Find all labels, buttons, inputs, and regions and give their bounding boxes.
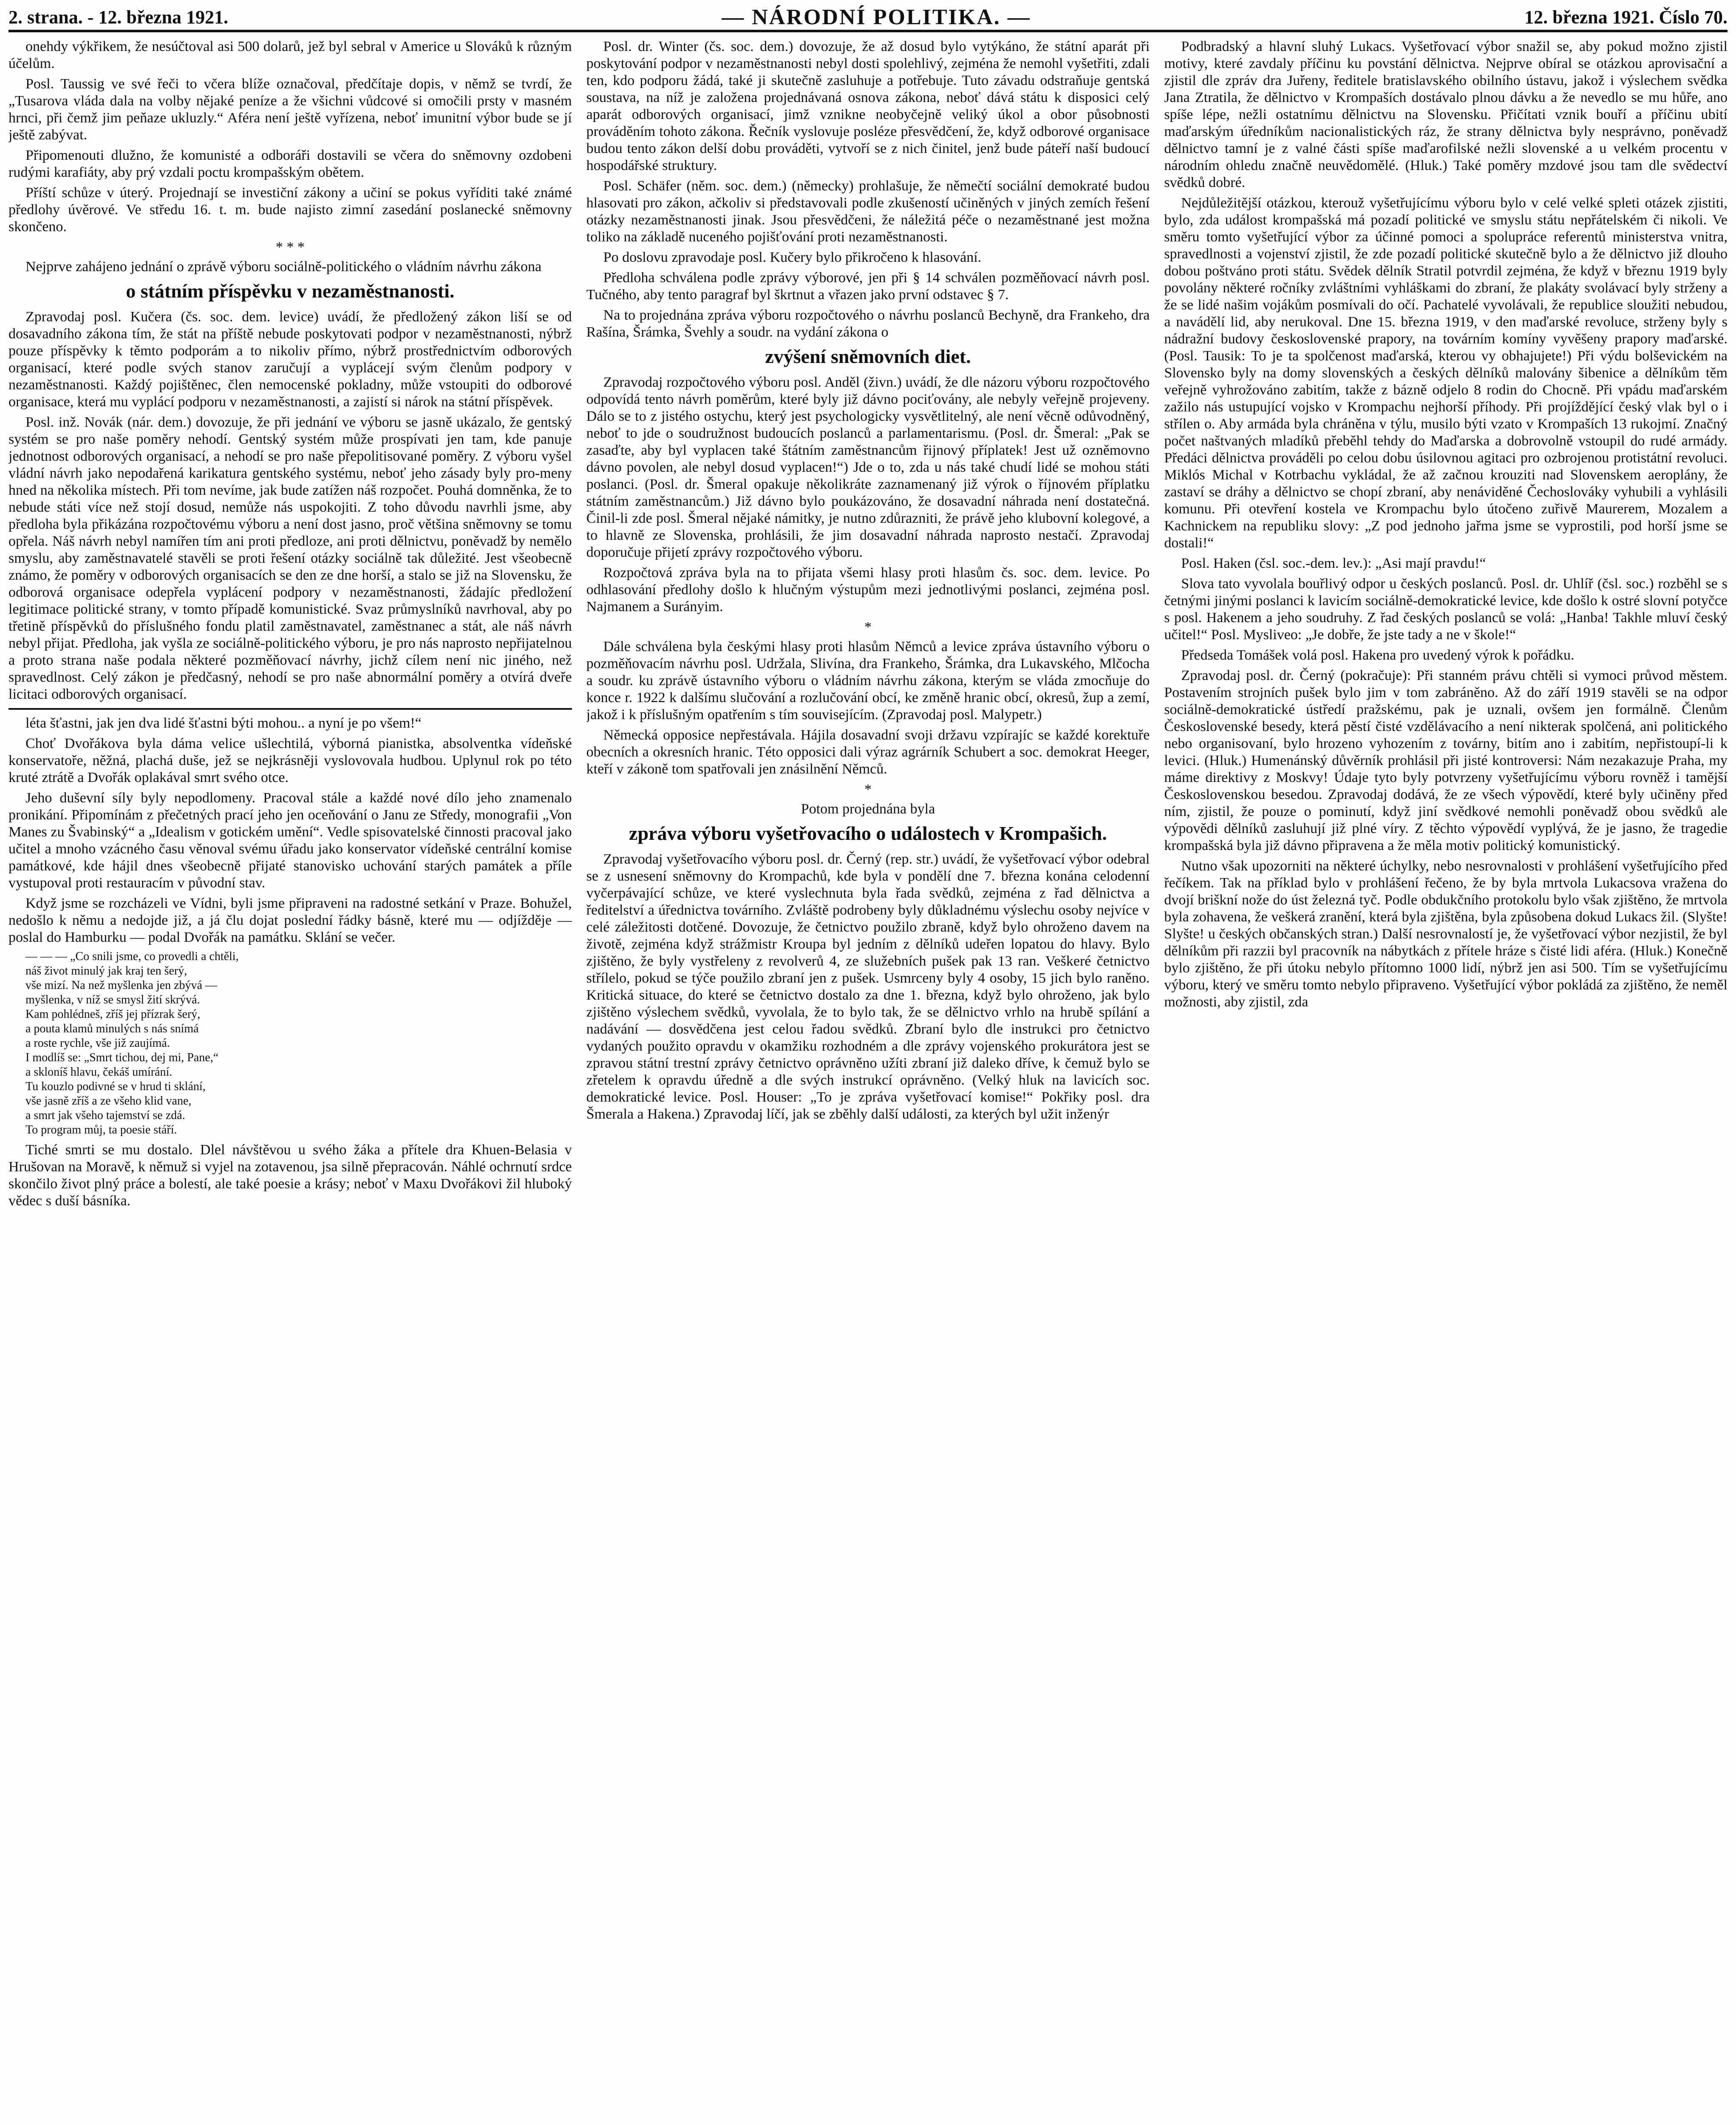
paragraph: Zpravodaj posl. dr. Černý (pokračuje): Při stanném právu chtěli si vymoci průvod městem. Postavením strojních pušek bylo jim v tom zabráněno. Až do září 1919 stavěli se na odpor sociálně-demokratické ústředí pražskému, pak je uznali, ovšem jen formálně. Členům Československé besedy, která pěstí čisté vzdělávacího a není nikterak spolčená, ani politického nebo organisovaní, bylo hrozeno vyhozením z továrny, bitím ano i zabitím, nepřistoupí-li k levici. (Hluk.) Humenánský důvěrník prohlásil při jisté kontroversi: Nám nezakazuje Praha, my máme direktivy z Moskvy! Údaje tyto byly potvrzeny vyšetřujícímu výboru rovněž i tamější Československou besedou. Zpravodaj dodává, že ze všech výpovědí, které byly učiněny před ním, zjistil, že pouze o pominutí, když jiní svědkové nemohli poněvadž obou svědků ale výpovědi dělníků zasluhují již plné víry. Z těchto výpovědí vyplývá, že je jasno, že tragedie krompašská byla již dávno připravena a že měla motiv politický komunistický. bbox=[1164, 668, 1728, 853]
header-page-date: 2. strana. ‑ 12. března 1921. bbox=[8, 6, 228, 28]
paragraph: onehdy výkřikem, že nesúčtoval asi 500 dolarů, jež byl sebral v Americe u Slováků k různým účelům. bbox=[8, 39, 572, 71]
paragraph: Posl. Taussig ve své řeči to včera blíže označoval, předčítaje dopis, v němž se tvrdí, že „Tusarova vláda dala na volby nějaké peníze a že všichni vůdcové si omočili prsty v masném hrnci, při čemž jim peňaze ukluzly.“ Aféra není ještě vyřízena, neboť imunitní výbor bude se jí ještě zabývat. bbox=[8, 76, 572, 143]
header-issue-number: 12. března 1921. Číslo 70. bbox=[1524, 6, 1728, 28]
page-header bbox=[8, 4, 1728, 32]
paragraph: Připomenouti dlužno, že komunisté a odboráři dostavili se včera do sněmovny ozdobeni rudými karafiáty, aby prý vzdali poctu krompašským obětem. bbox=[8, 147, 572, 180]
paragraph: Předseda Tomášek volá posl. Hakena pro uvedený výrok k pořádku. bbox=[1181, 647, 1575, 663]
paragraph: Choť Dvořákova byla dáma velice ušlechtilá, výborná pianistka, absolventka vídeňské konservatoře, něžná, plachá duše, jež se nejkrásněji vyslovovala hudbou. Uplynul rok po této kruté ztrátě a Dvořák oplakával smrt svého otce. bbox=[8, 736, 572, 785]
paragraph: Nejdůležitější otázkou, kterouž vyšetřujícímu výboru bylo v celé velké spleti otázek zjistiti, bylo, zda událost krompašská má pozadí politické ve smyslu státu nepřátelském či nikoli. Ve směru tomto vyšetřující výbor za účinné pomoci a spolupráce referentů ministerstva vnitra, spravedlnosti a vojenství zjistil, že zde pozadí politické skutečně bylo a že dělnictvo již dlouho dobou poštváno proti státu. Svědek dělník Stratil potvrdil zejména, že když v březnu 1919 byly povolány některé ročníky zvláštními vyhláškami do zbraní, že plakáty svolávací byly strženy a že se lidé našim vojákům posmívali do očí. Pachatelé vyvolávali, že republice sloužiti nebudou, a navádělí lid, aby nerukoval. Dne 15. března 1919, v den maďarské revoluce, strženy byly s nádražní budovy československé prapory, na továrním komíny vyvěšeny prapory maďarské. (Posl. Tausik: To je ta spolčenost maďarská, kterou vy obhajujete!) Při výdu bolševickém na Slovensko byly na domy slovenských a českých dělníků malovány šibenice a dělníkům těm veřejně vyhrožováno zabitím, takže z bázně odjelo 8 rodin do Chocně. Při vpádu maďarském zažilo nás ustupující vojsko v Krompachu nejhorší příhody. Při projíždějící český vlak byl o i střílen o. Aby armáda byla chráněna v týlu, musilo býti vzato v Krompaších 13 rukojmí. Značný počet naštvaných mladíků přeběhl tehdy do Maďarska a dobrovolně vstoupil do rudé armády. Předáci dělnictva prováděli po celou dobu úsilovnou agitaci pro ozbrojenou protistátní revoluci. Miklós Michal v Kotrbachu vykládal, že až začnou krouziti nad Slovenskem aeroplány, že zastaví se dráhy a dělnictvo se chopí zbraní, aby nenáviděné Čechoslováky vyhubili a vyhlásili komunu. Při otevření kostela ve Krompachu bylo útočeno zuřivě Maurerem, Mozalem a Kachnickem na republiku slovy: „Z pod jednoho jařma jsme se vyprostili, pod horší jsme se dostali!“ bbox=[1164, 195, 1728, 551]
paragraph: Posl. dr. Winter (čs. soc. dem.) dovozuje, že až dosud bylo vytýkáno, že státní aparát při poskytování podpor v nezaměstnanosti nebyl dosti spolehlivý, zejména že nemohl vyšetřiti, zdali ten, kdo podporu žádá, také ji skutečně zasluhuje a potřebuje. Tuto závadu odstraňuje gentská soustava, na níž je založena projednávaná osnova zákona, neboť dává státu k disposici celý aparát odborových organisací, jimž vznikne neobyčejně veliký úkol a obor působnosti prováděním tohoto zákona. Řečník vyslovuje posléze přesvědčení, že, když odborové organisace budou tento zákon delší dobu prováděti, vytvoří se z nich činitel, jenž bude páteří naší budoucí hospodářské struktury. bbox=[586, 39, 1150, 173]
paragraph: Nutno však upozorniti na některé úchylky, nebo nesrovnalosti v prohlášení vyšetřujícího před řečíkem. Tak na příklad bylo v prohlášení řečeno, že by byla mrtvola Lukacsova vražena do dvojí briškní nože do úst železná tyč. Podle obdukčního protokolu bylo však zjištěno, že mrtvola byla zohavena, že veškerá zranění, která byla zjištěna, byla způsobena dokud Lukacs žil. (Slyšte! Slyšte! u českých občanských stran.) Další nesrovnalostí je, že vyšetřovací výbor nezjistil, že byl dělníkům při razzii byl pracovník na nábytkách z přítele hráze s čisté lidi aféra. (Hluk.) Konečně bylo zjištěno, že při útoku nebylo přítomno 1000 lidí, nýbrž jen asi 500. Tím se vyšetřujícímu výboru, který ve směru tomto nebylo připraveno. Vyšetřující výbor pokládá za zjištěno, že neměl možnosti, aby zjistil, zda bbox=[1164, 858, 1728, 1010]
paragraph: Německá opposice nepřestávala. Hájila dosavadní svoji državu vzpírajíc se každé korektuře obecních a okresních hranic. Této opposici dali výraz agrárník Schubert a soc. demokrat Heeger, kteří v zákoně tom spatřovali jen znásilnění Němců. bbox=[586, 727, 1150, 777]
divider bbox=[8, 708, 572, 710]
paragraph: Předloha schválena podle zprávy výborové, jen při § 14 schválen pozměňovací návrh posl. Tučného, aby tento paragraf byl škrtnut a vřazen jako první odstavec § 7. bbox=[586, 270, 1150, 303]
paragraph: Zpravodaj vyšetřovacího výboru posl. dr. Černý (rep. str.) uvádí, že vyšetřovací výbor odebral se z usnesení sněmovny do Krompachů, kde byla v pondělí dne 7. března konána celodenní vyčerpávající schůze, ve které vyslechnuta byla řada svědků, zejména z řad dělnictva a ředitelství a úřednictva továrního. Zvláště podrobeny byly důkladnému výslechu osoby nejvíce v celé záležitosti dotčené. Dovozuje, že četnictvo použilo zbraně, když bylo ohroženo davem na životě, zejména když strážmistr Kroupa byl jedním z dělníků udeřen lopatou do hlavy. Bylo zjištěno, že byly vystřeleny z revolverů 4, ze služebních pušek pak 13 ran. Veškeré četnictvo střílelo, pokud se týče použilo zbraní jen z pušek. Usmrceny byly 4 osoby, 15 jich bylo raněno. Kritická situace, do které se četnictvo dostalo za dne 1. března, když bylo ohroženo, jak bylo zjištěno výslechem svědků, vyvolala, že to bylo tak, že se dělnictvo vrhlo na hrubě spílání a nadávání — dosvědčena jest celou řadou svědků. Zbraní bylo dle instrukci pro četnictvo vydaných použito opravdu v okamžiku rozhodném a dle zprávy vojenského prokurátora jest se zpravou státní trestní zprávy četnictvo oprávněno užíti zbraní již daleko dříve, k čemuž bylo se zřetelem k opravdu úředně a dle svých instrukcí oprávněno. (Velký hluk na lavicích soc. demokratické levice. Posl. Houser: „To je zpráva vyšetřovací komise!“ Pokřiky posl. dra Šmerala a Hakena.) Zpravodaj líčí, jak se zběhly další události, za kterých byl užit inženýr bbox=[586, 851, 1150, 1122]
paragraph: Posl. Haken (čsl. soc.-dem. lev.): „Asi mají pravdu!“ bbox=[1181, 555, 1486, 571]
paragraph: Zpravodaj rozpočtového výboru posl. Anděl (živn.) uvádí, že dle názoru výboru rozpočtového odpovídá tento návrh poměrům, které byly již dávno pociťovány, ale nebyly veřejně projeveny. Dálo se to z jistého ostychu, který jest psychologicky vysvětlitelný, ale není věcně odůvodněný, neboť to jde o soudružnost budoucích poslanců a parlamentarismu. (Posl. dr. Šmeral: „Pak se zasaďte, aby byl vyplacen také štátním zaměstnancům řijnový příplatek! Jest už ozněmovno dávno povolen, ale nebyl dosud vyplacen!“) Jde o to, zda u nás také chudí lidé se mohou státi poslanci. (Posl. dr. Šmeral opakuje několikráte zaznamenaný již výrok o říjnovém příplatku státním zaměstnancům.) Již dávno bylo poukázováno, že dosavadní náhrada není dostatečná. Činil-li zde posl. Šmeral nějaké námitky, je nutno zdůrazniti, že právě jeho klubovní kolegové, a to hlavně ze Slovenska, prohlásili, že jim dosavadní náhrada naprosto nestačí. Zpravodaj doporučuje přijetí zprávy rozpočtového výboru. bbox=[586, 374, 1150, 560]
section-separator: * bbox=[864, 619, 872, 635]
paragraph: Jeho duševní síly byly nepodlomeny. Pracoval stále a každé nové dílo jeho znamenalo pronikání. Připomínám z přečetných prací jeho jen oceňování o Janu ze Středy, monografii „Von Manes zu Švabinský“ a „Idealism v gotickém umění“. Vedle spisovatelské činnosti pracoval jako učitel a mnoho vzácného času věnoval svému úřadu jako konservator vídeňské centrální komise památkové, kde hájil dnes všeobecně přijaté stanovisko uchování starých památek a příle vystupoval proti restauracím v původní stav. bbox=[8, 790, 572, 891]
section-separator: * * * bbox=[275, 239, 305, 255]
masthead-title: — NÁRODNÍ POLITIKA. — bbox=[722, 5, 1031, 29]
column-3 bbox=[1164, 38, 1728, 2125]
column-2 bbox=[586, 38, 1150, 2125]
poem: — — — „Co snili jsme, co provedli a chtěli, náš život minulý jak kraj ten šerý, vše mizí. Na než myšlenka jen zbývá — myšlenka, v níž se smysl žití skrývá. Kam pohlédneš, zříš jej přízrak šerý, a pouta klamů minulých s nás snímá a roste rychle, vše již zaujímá. I modlíš se: „Smrt tichou, dej mi, Pane,“ a skloníš hlavu, čekáš umírání. Tu kouzlo podivné se v hrud ti sklání, vše jasně zříš a ze všeho klid vane, a smrt jak všeho tajemství se zdá. To program můj, ta poesie stáří. bbox=[25, 950, 239, 1136]
paragraph: Slova tato vyvolala bouřlivý odpor u českých poslanců. Posl. dr. Uhlíř (čsl. soc.) rozběhl se s četnými jinými poslanci k lavicím sociálně-demokratické levice, kde došlo k ostré slovní potyčce s posl. Hakenem a jeho soudruhy. Z řad českých poslanců se volá: „Hanba! Takhle mluví český učitel!“ Posl. Mysliveo: „Je dobře, že jste tady a ne v škole!“ bbox=[1164, 576, 1728, 643]
column-1 bbox=[8, 38, 572, 2125]
paragraph: Zpravodaj posl. Kučera (čs. soc. dem. levice) uvádí, že předložený zákon liší se od dosavadního zákona tím, že stát na příště nebude poskytovati podpor v nezaměstnanosti, nýbrž pouze příspěvky k těmto podporám a to nikoliv přímo, nýbrž prostřednictvím odborových organisací, které podle svých stanov zaručují a vyplácejí svým členům podpory v nezaměstnanosti. Každý pojištěnec, člen nemocenské pokladny, může vstoupiti do odborové organisace, která mu vyplácí podporu v nezaměstnanosti, a zajistí si nárok na státní příspěvek. bbox=[8, 309, 572, 410]
paragraph: Potom projednána byla bbox=[801, 801, 935, 817]
paragraph: Na to projednána zpráva výboru rozpočtového o návrhu poslanců Bechyně, dra Frankeho, dra Rašína, Šrámka, Švehly a soudr. na vydání zákona o bbox=[586, 307, 1150, 340]
paragraph: Když jsme se rozcházeli ve Vídni, byli jsme připraveni na radostné setkání v Praze. Bohužel, nedošlo k němu a nedojde již, a já člu dojat poslední řádky básně, které mu — odjížděje — poslal do Hamburku — podal Dvořák na památku. Sklání se večer. bbox=[8, 895, 572, 945]
paragraph: Rozpočtová zpráva byla na to přijata všemi hlasy proti hlasům čs. soc. dem. levice. Po odhlasování předlohy došlo k hlučným výstupům mezi jednotlivými poslanci, zejména posl. Najmanem a Surányim. bbox=[586, 565, 1150, 615]
paragraph: Dále schválena byla českými hlasy proti hlasům Němců a levice zpráva ústavního výboru o pozměňovacím návrhu posl. Udržala, Slivína, dra Frankeho, Šrámka, dra Lukavského, Mlčocha a soudr. ku zprávě ústavního výboru o vládním návrhu zákona, kterým se vláda zmocňuje do konce r. 1922 k dalšímu slučování a rozlučování obcí, ke změně hranic obcí, okresů, žup a zemí, jakož i k příslušným opatřením s tím souvisejícím. (Zpravodaj posl. Malypetr.) bbox=[586, 639, 1150, 722]
paragraph: Tiché smrti se mu dostalo. Dlel návštěvou u svého žáka a přítele dra Khuen-Belasia v Hrušovan na Moravě, k němuž si vyjel na zotavenou, jsa silně přepracován. Náhlé ochrnutí srdce skončilo život plný práce a bolestí, ale také poesie a krásy; neboť v Maxu Dvořákovi žil hluboký vědec s duší básníka. bbox=[8, 1142, 572, 1209]
paragraph: Podbradský a hlavní sluhý Lukacs. Vyšetřovací výbor snažil se, aby pokud možno zjistil motivy, které zavdaly příčinu ku povstání dělnictva. Nejprve obíral se otázkou aprovisační a zjistil dle zpráv dra Juřeny, ředitele bratislavského obilního ústavu, jakož i výslechem svědka Jana Ztratila, že dělnictvo v Krompaších dostávalo plnou dávku a že nevedlo se mu hůře, ano spíše lépe, nežli ostatnímu dělnictvu na Slovensku. Přičítati vznik bouří a příčinu ubití maďarským úředníkům nacionalistických ráz, že strany dělnictva byly nesprávno, poněvadž dělnictvo tamní je z valné části spíše maďarofilské nežli slovenské a u velkém procentu v národním ohledu značně neuvědomělé. (Hluk.) Také poměry mzdové jsou tam dle svědectví svědků dobré. bbox=[1164, 39, 1728, 190]
section-heading: o státním příspěvku v nezaměstnanosti. bbox=[126, 280, 455, 302]
section-heading: zpráva výboru vyšetřovacího o událostech v Krompašich. bbox=[629, 822, 1107, 844]
paragraph: Příští schůze v úterý. Projednají se investiční zákony a učiní se pokus vyříditi také známé předlohy úvěrové. Ve středu 16. t. m. bude najisto zimní zasedání poslanecké sněmovny skončeno. bbox=[8, 185, 572, 235]
paragraph: Po doslovu zpravodaje posl. Kučery bylo přikročeno k hlasování. bbox=[603, 249, 982, 265]
paragraph: Nejprve zahájeno jednání o zprávě výboru sociálně-politického o vládním návrhu zákona bbox=[25, 259, 542, 275]
paragraph: Posl. inž. Novák (nár. dem.) dovozuje, že při jednání ve výboru se jasně ukázalo, že gentský systém se pro naše poměry nehodí. Gentský systém může prospívati jen tam, kde panuje jednotnost odborových organisací, a nehodí se pro naše přepolitisované poměry. Z výboru vyšel vládní návrh jako nepodařená karikatura gentského systému, neboť jeho zásady byly pro-meny hned na několika místech. Při tom nevíme, jak bude zatížen náš rozpočet. Pouhá domněnka, že to nebude státi více než stojí dosud, nemůže nás uspokojiti. Z toho důvodu navrhli jsme, aby předloha byla přikázána rozpočtovému výboru a není dost jasno, proč většina sněmovny se tomu opřela. Náš návrh nebyl namířen tím ani proti předloze, ani proti dělnictvu, poněvadž by nemělo smyslu, aby zaměstnavatelé stavěli se proti řešení otázky sociálně tak důležité. Jest všeobecně známo, že poměry v odborových organisacích se den ze dne horší, a stalo se již na Slovensku, že odborová organisace odepřela vyplácení podpory v nezaměstnanosti, žádajíc předložení legitimace politické strany, v tomto případě komunistické. Svaz průmyslníků navrhoval, aby po třetině příspěvků do příslušného fondu platil zaměstnavatel, zaměstnanec a stát, ale náš návrh nebyl přijat. Předloha, jak vyšla ze sociálně-politického výboru, je pro nás naprosto nepřijatelnou a proto strana naše podala některé pozměňovací návrhy, jichž cílem není nic jiného, než spravedlnost. Celý zákon je předčasný, nehodí se pro naše abnormální poměry a otvírá dveře licitaci odborových organisací. bbox=[8, 414, 572, 702]
newspaper-page bbox=[8, 38, 1728, 2125]
paragraph: Posl. Schäfer (něm. soc. dem.) (německy) prohlašuje, že němečtí sociální demokraté budou hlasovati pro zákon, ačkoliv si představovali podle zkušeností učiněných v jiných zemích řešení otázky nezaměstnanosti jinak. Jsou přesvědčeni, že náležitá péče o nezaměstnané jest možna toliko na základě nuceného pojišťování proti nezaměstnanosti. bbox=[586, 178, 1150, 245]
section-heading: zvýšení sněmovních diet. bbox=[765, 346, 971, 367]
section-separator: * bbox=[864, 782, 872, 797]
paragraph: léta šťastni, jak jen dva lidé šťastni býti mohou.. a nyní je po všem!“ bbox=[25, 715, 422, 731]
